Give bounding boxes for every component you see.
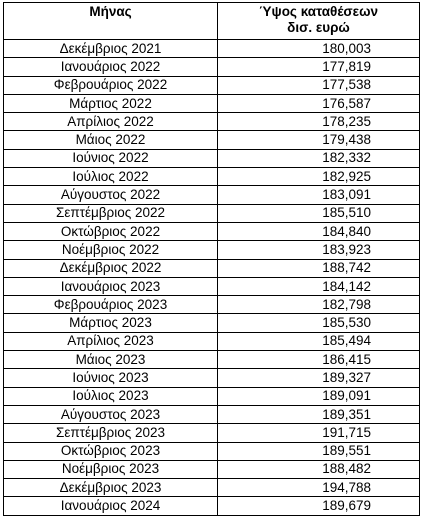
table-row — [4, 460, 420, 478]
month-cell: Ιούλιος 2023 — [4, 387, 218, 405]
deposits-value-cell: 194,788 — [218, 479, 420, 497]
month-cell: Μάρτιος 2022 — [4, 94, 218, 112]
month-cell: Φεβρουάριος 2023 — [4, 296, 218, 314]
month-cell: Μάιος 2022 — [4, 131, 218, 149]
table-row — [4, 479, 420, 497]
table-row — [4, 369, 420, 387]
table-body — [4, 40, 420, 516]
deposits-value-cell: 185,510 — [218, 204, 420, 222]
month-cell: Δεκέμβριος 2022 — [4, 259, 218, 277]
month-cell: Νοέμβριος 2023 — [4, 460, 218, 478]
deposits-value-cell: 184,142 — [218, 277, 420, 295]
deposits-value-cell: 177,538 — [218, 76, 420, 94]
deposits-value-cell: 177,819 — [218, 58, 420, 76]
month-cell: Ιούνιος 2022 — [4, 149, 218, 167]
column-header-deposits-line2: δισ. ευρώ — [287, 20, 350, 35]
table-row — [4, 204, 420, 222]
deposits-value-cell: 189,679 — [218, 497, 420, 515]
deposits-value-cell: 176,587 — [218, 94, 420, 112]
deposits-value-cell: 180,003 — [218, 40, 420, 58]
table-row — [4, 442, 420, 460]
deposits-value-cell: 179,438 — [218, 131, 420, 149]
month-cell: Μάιος 2023 — [4, 351, 218, 369]
month-cell: Δεκέμβριος 2021 — [4, 40, 218, 58]
deposits-table-container — [3, 2, 420, 516]
table-row — [4, 296, 420, 314]
month-cell: Αύγουστος 2022 — [4, 186, 218, 204]
table-header-row — [4, 3, 420, 40]
month-cell: Ιανουάριος 2023 — [4, 277, 218, 295]
month-cell: Απρίλιος 2022 — [4, 113, 218, 131]
month-cell: Αύγουστος 2023 — [4, 405, 218, 423]
month-cell: Ιούλιος 2022 — [4, 168, 218, 186]
deposits-value-cell: 191,715 — [218, 424, 420, 442]
deposits-value-cell: 189,351 — [218, 405, 420, 423]
deposits-value-cell: 183,923 — [218, 241, 420, 259]
deposits-value-cell: 188,742 — [218, 259, 420, 277]
table-row — [4, 351, 420, 369]
deposits-value-cell: 185,494 — [218, 332, 420, 350]
month-cell: Ιανουάριος 2022 — [4, 58, 218, 76]
deposits-value-cell: 186,415 — [218, 351, 420, 369]
column-header-month: Μήνας — [4, 3, 218, 40]
table-row — [4, 332, 420, 350]
month-cell: Απρίλιος 2023 — [4, 332, 218, 350]
column-header-deposits — [218, 3, 420, 40]
table-row — [4, 241, 420, 259]
table-row — [4, 259, 420, 277]
month-cell: Οκτώβριος 2022 — [4, 222, 218, 240]
table-row — [4, 405, 420, 423]
month-cell: Φεβρουάριος 2022 — [4, 76, 218, 94]
column-header-deposits-line1: Ύψος καταθέσεων — [259, 4, 378, 19]
deposits-value-cell: 185,530 — [218, 314, 420, 332]
table-row — [4, 314, 420, 332]
month-cell: Ιανουάριος 2024 — [4, 497, 218, 515]
deposits-value-cell: 178,235 — [218, 113, 420, 131]
deposits-value-cell: 188,482 — [218, 460, 420, 478]
table-row — [4, 222, 420, 240]
table-row — [4, 186, 420, 204]
deposits-value-cell: 182,798 — [218, 296, 420, 314]
deposits-value-cell: 182,925 — [218, 168, 420, 186]
table-row — [4, 131, 420, 149]
table-row — [4, 277, 420, 295]
month-cell: Οκτώβριος 2023 — [4, 442, 218, 460]
table-row — [4, 497, 420, 515]
month-cell: Ιούνιος 2023 — [4, 369, 218, 387]
table-row — [4, 94, 420, 112]
deposits-value-cell: 184,840 — [218, 222, 420, 240]
table-row — [4, 424, 420, 442]
table-row — [4, 168, 420, 186]
table-row — [4, 76, 420, 94]
month-cell: Δεκέμβριος 2023 — [4, 479, 218, 497]
month-cell: Σεπτέμβριος 2022 — [4, 204, 218, 222]
table-row — [4, 58, 420, 76]
deposits-value-cell: 189,327 — [218, 369, 420, 387]
deposits-value-cell: 183,091 — [218, 186, 420, 204]
deposits-value-cell: 189,551 — [218, 442, 420, 460]
month-cell: Σεπτέμβριος 2023 — [4, 424, 218, 442]
table-row — [4, 149, 420, 167]
table-row — [4, 387, 420, 405]
table-row — [4, 40, 420, 58]
deposits-value-cell: 189,091 — [218, 387, 420, 405]
table-row — [4, 113, 420, 131]
deposits-table — [3, 2, 420, 516]
month-cell: Μάρτιος 2023 — [4, 314, 218, 332]
deposits-value-cell: 182,332 — [218, 149, 420, 167]
month-cell: Νοέμβριος 2022 — [4, 241, 218, 259]
